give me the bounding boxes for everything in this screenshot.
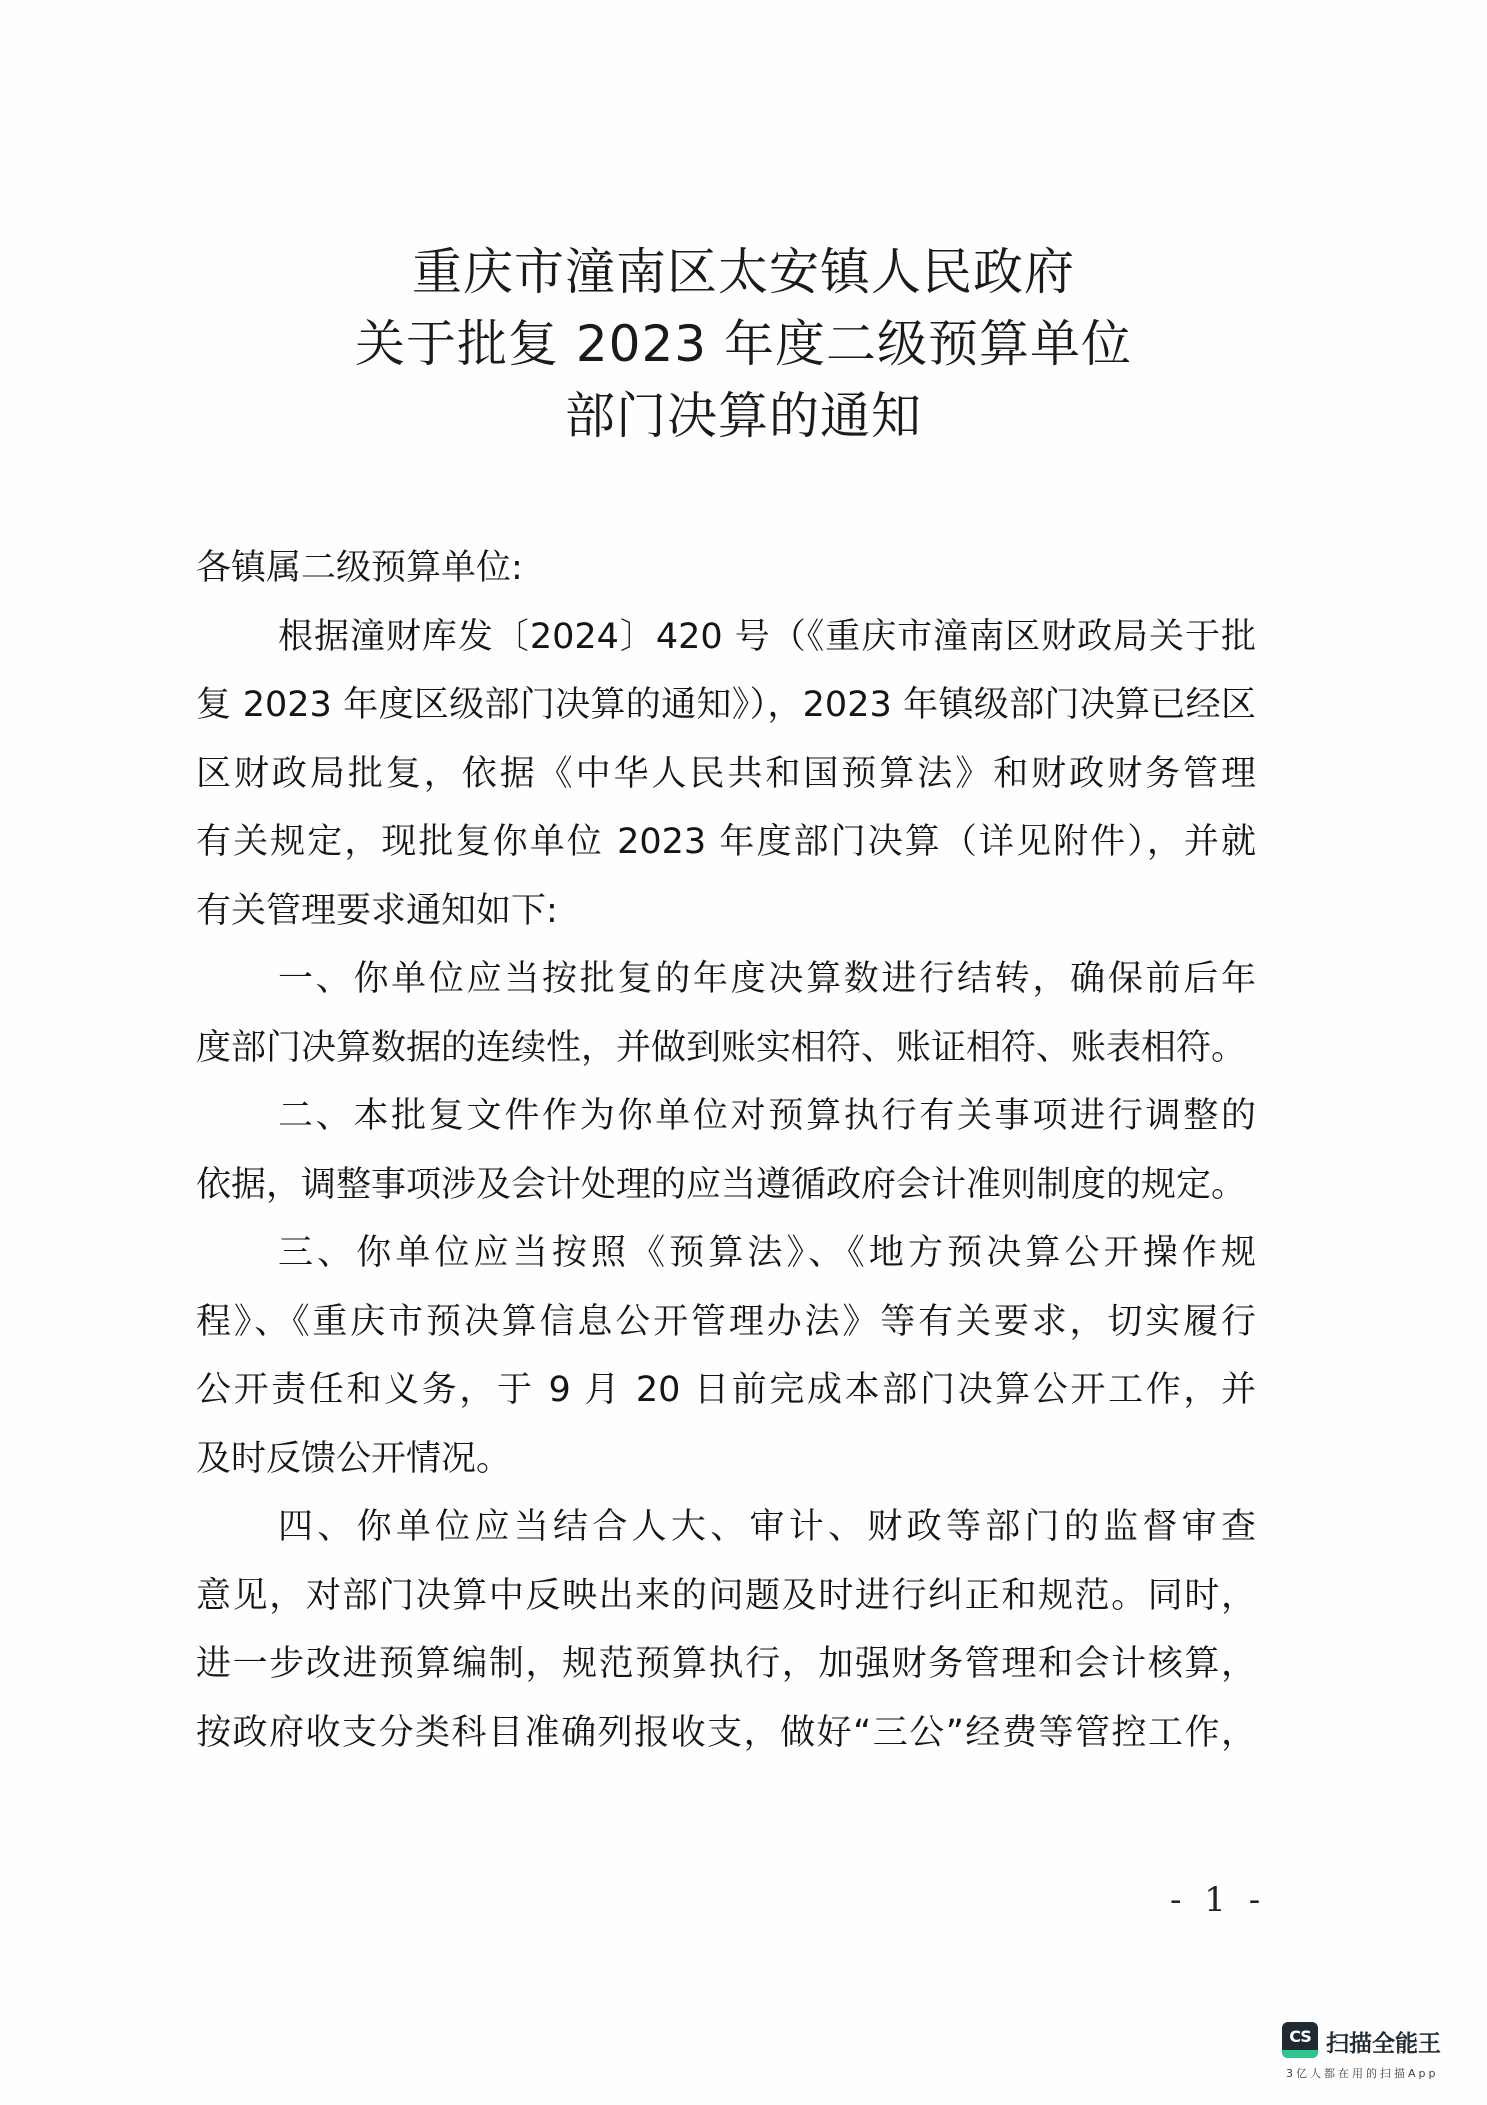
body-line: 度部门决算数据的连续性，并做到账实相符、账证相符、账表相符。: [196, 1027, 1247, 1068]
body-line: 公开责任和义务，于 9 月 20 日前完成本部门决算公开工作，并: [196, 1370, 1256, 1410]
watermark-app-name: 扫描全能王: [1326, 2031, 1441, 2057]
body-line: 意见，对部门决算中反映出来的问题及时进行纠正和规范。同时，: [196, 1575, 1256, 1616]
body-paragraphs: [196, 603, 1256, 1768]
logo-text: CS: [1289, 2027, 1311, 2046]
body-line: 三、你单位应当按照《预算法》、《地方预决算公开操作规: [278, 1233, 1256, 1273]
title-line-1: 重庆市潼南区太安镇人民政府: [412, 243, 1075, 301]
body-line: 有关规定，现批复你单位 2023 年度部门决算（详见附件），并就: [196, 822, 1256, 862]
salutation: 各镇属二级预算单位:: [196, 548, 523, 588]
body-line: 一、你单位应当按批复的年度决算数进行结转，确保前后年: [278, 959, 1256, 999]
body-line: 依据，调整事项涉及会计处理的应当遵循政府会计准则制度的规定。: [196, 1164, 1247, 1205]
scanner-watermark: [1282, 2022, 1482, 2084]
title-line-2: 关于批复 2023 年度二级预算单位: [354, 315, 1133, 373]
body-line: 根据潼财库发〔2024〕420 号（《重庆市潼南区财政局关于批: [278, 616, 1256, 657]
camscanner-logo-icon: [1282, 2022, 1318, 2058]
body-line: 二、本批复文件作为你单位对预算执行有关事项进行调整的: [278, 1096, 1256, 1136]
body-line: 复 2023 年度区级部门决算的通知》），2023 年镇级部门决算已经区: [196, 685, 1256, 725]
body-line: 有关管理要求通知如下:: [196, 890, 558, 931]
document-title: [0, 236, 1487, 452]
document-body: [196, 534, 1256, 1767]
title-line-3: 部门决算的通知: [565, 387, 922, 445]
body-line: 四、你单位应当结合人大、审计、财政等部门的监督审查: [278, 1507, 1256, 1547]
body-line: 按政府收支分类科目准确列报收支，做好“三公”经费等管控工作，: [196, 1712, 1256, 1753]
page-number: - 1 -: [1170, 1880, 1267, 1920]
body-line: 程》、《重庆市预决算信息公开管理办法》等有关要求，切实履行: [196, 1301, 1256, 1342]
body-line: 区财政局批复，依据《中华人民共和国预算法》和财政财务管理: [196, 753, 1256, 794]
body-line: 进一步改进预算编制，规范预算执行，加强财务管理和会计核算，: [196, 1644, 1256, 1684]
watermark-tagline: 3亿人都在用的扫描App: [1286, 2067, 1439, 2080]
logo-stripe: [1282, 2050, 1318, 2058]
body-line: 及时反馈公开情况。: [196, 1438, 512, 1479]
